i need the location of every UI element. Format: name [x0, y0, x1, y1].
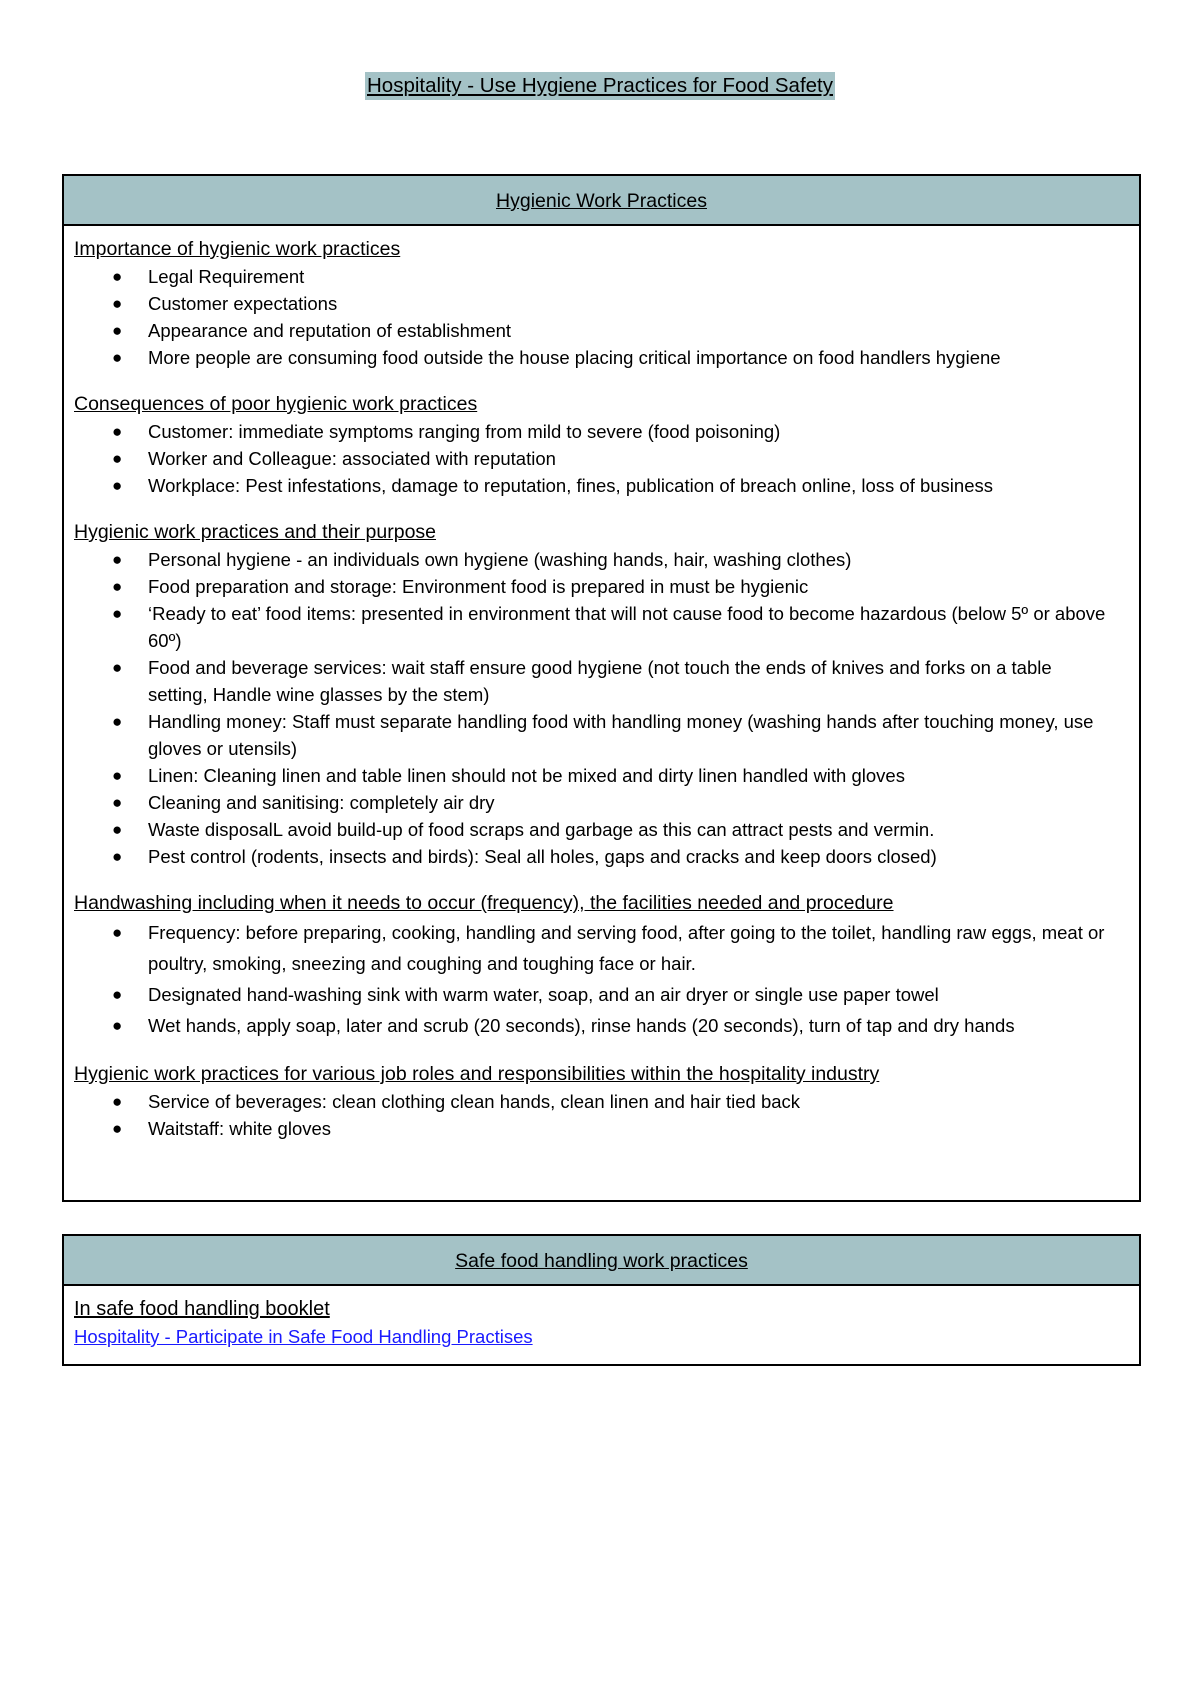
- box-body: [64, 1286, 1139, 1350]
- list-item-text: Food preparation and storage: Environment food is prepared in must be hygienic: [148, 576, 809, 597]
- list-item: [74, 573, 1129, 600]
- box-body: [64, 226, 1139, 1142]
- list-item: [74, 344, 1129, 371]
- list-item: [74, 263, 1129, 290]
- list-item-text: Frequency: before preparing, cooking, handling and serving food, after going to the toilet, handling raw eggs, meat or poultry, smoking, sneezing and coughing and toughing face or hair.: [148, 922, 1105, 974]
- bullet-icon: ●: [112, 348, 123, 367]
- bullet-icon: ●: [112, 550, 123, 569]
- list-item: [74, 762, 1129, 789]
- bullet-icon: ●: [112, 1016, 123, 1035]
- bullet-icon: ●: [112, 294, 123, 313]
- list-item: [74, 1088, 1129, 1115]
- bullet-icon: ●: [112, 712, 123, 731]
- box-header: Hygienic Work Practices: [64, 176, 1139, 226]
- list-item-text: Cleaning and sanitising: completely air dry: [148, 792, 495, 813]
- list-item: [74, 1115, 1129, 1142]
- page-title: Hospitality - Use Hygiene Practices for Food Safety: [365, 72, 835, 100]
- list-item-text: Customer: immediate symptoms ranging from mild to severe (food poisoning): [148, 421, 781, 442]
- list-item: [74, 472, 1129, 499]
- list-item: [74, 1010, 1129, 1041]
- bullet-icon: ●: [112, 422, 123, 441]
- list-item-text: Linen: Cleaning linen and table linen should not be mixed and dirty linen handled with gloves: [148, 765, 905, 786]
- section-heading: Handwashing including when it needs to occur (frequency), the facilities needed and procedure: [74, 892, 894, 914]
- list-item: [74, 546, 1129, 573]
- list-item-text: Legal Requirement: [148, 266, 305, 287]
- section-heading: Hygienic work practices for various job roles and responsibilities within the hospitality industry: [74, 1063, 880, 1085]
- list-item: [74, 317, 1129, 344]
- list-item-text: ‘Ready to eat’ food items: presented in environment that will not cause food to become hazardous (below 5º or above 60º): [148, 603, 1106, 651]
- bullet-icon: ●: [112, 793, 123, 812]
- box-header: Safe food handling work practices: [64, 1236, 1139, 1286]
- bullet-icon: ●: [112, 321, 123, 340]
- list-item-text: Personal hygiene - an individuals own hygiene (washing hands, hair, washing clothes): [148, 549, 852, 570]
- list-item: [74, 816, 1129, 843]
- list-item-text: Waste disposalL avoid build-up of food scraps and garbage as this can attract pests and vermin.: [148, 819, 935, 840]
- section-heading: Consequences of poor hygienic work practices: [74, 393, 478, 415]
- section-heading: Hygienic work practices and their purpose: [74, 521, 437, 543]
- section-heading: Importance of hygienic work practices: [74, 238, 401, 260]
- bullet-icon: ●: [112, 820, 123, 839]
- safe-food-handling-link[interactable]: Hospitality - Participate in Safe Food Handling Practises: [74, 1326, 533, 1347]
- section-heading: In safe food handling booklet: [74, 1298, 330, 1320]
- list-item-text: Workplace: Pest infestations, damage to reputation, fines, publication of breach online, loss of business: [148, 475, 993, 496]
- list-item: [74, 789, 1129, 816]
- bullet-list: [74, 546, 1129, 870]
- bullet-icon: ●: [112, 267, 123, 286]
- hygienic-work-practices-box: [62, 174, 1141, 1202]
- safe-food-handling-box: [62, 1234, 1141, 1366]
- list-item: [74, 290, 1129, 317]
- list-item: [74, 600, 1129, 654]
- bullet-icon: ●: [112, 847, 123, 866]
- bullet-icon: ●: [112, 476, 123, 495]
- list-item: [74, 843, 1129, 870]
- bullet-list: [74, 263, 1129, 371]
- list-item-text: More people are consuming food outside the house placing critical importance on food handlers hygiene: [148, 347, 1001, 368]
- list-item: [74, 418, 1129, 445]
- list-item: [74, 654, 1129, 708]
- bullet-icon: ●: [112, 766, 123, 785]
- bullet-icon: ●: [112, 449, 123, 468]
- list-item: [74, 979, 1129, 1010]
- bullet-icon: ●: [112, 1119, 123, 1138]
- bullet-icon: ●: [112, 658, 123, 677]
- list-item: [74, 445, 1129, 472]
- bullet-icon: ●: [112, 923, 123, 942]
- list-item-text: Customer expectations: [148, 293, 338, 314]
- list-item-text: Food and beverage services: wait staff ensure good hygiene (not touch the ends of knives and forks on a table setting, Handle wine glasses by the stem): [148, 657, 1052, 705]
- bullet-icon: ●: [112, 577, 123, 596]
- bullet-list: [74, 1088, 1129, 1142]
- list-item: [74, 917, 1129, 979]
- bullet-icon: ●: [112, 985, 123, 1004]
- list-item-text: Worker and Colleague: associated with reputation: [148, 448, 556, 469]
- page-title-wrap: [0, 72, 1200, 100]
- list-item-text: Appearance and reputation of establishment: [148, 320, 512, 341]
- list-item-text: Designated hand-washing sink with warm water, soap, and an air dryer or single use paper towel: [148, 984, 939, 1005]
- list-item-text: Wet hands, apply soap, later and scrub (20 seconds), rinse hands (20 seconds), turn of tap and dry hands: [148, 1015, 1015, 1036]
- bullet-icon: ●: [112, 1092, 123, 1111]
- bullet-list: [74, 418, 1129, 499]
- list-item-text: Handling money: Staff must separate handling food with handling money (washing hands after touching money, use gloves or utensils): [148, 711, 1094, 759]
- list-item-text: Service of beverages: clean clothing clean hands, clean linen and hair tied back: [148, 1091, 801, 1112]
- bullet-icon: ●: [112, 604, 123, 623]
- list-item: [74, 708, 1129, 762]
- list-item-text: Pest control (rodents, insects and birds): Seal all holes, gaps and cracks and keep doors closed): [148, 846, 937, 867]
- bullet-list: [74, 917, 1129, 1041]
- list-item-text: Waitstaff: white gloves: [148, 1118, 332, 1139]
